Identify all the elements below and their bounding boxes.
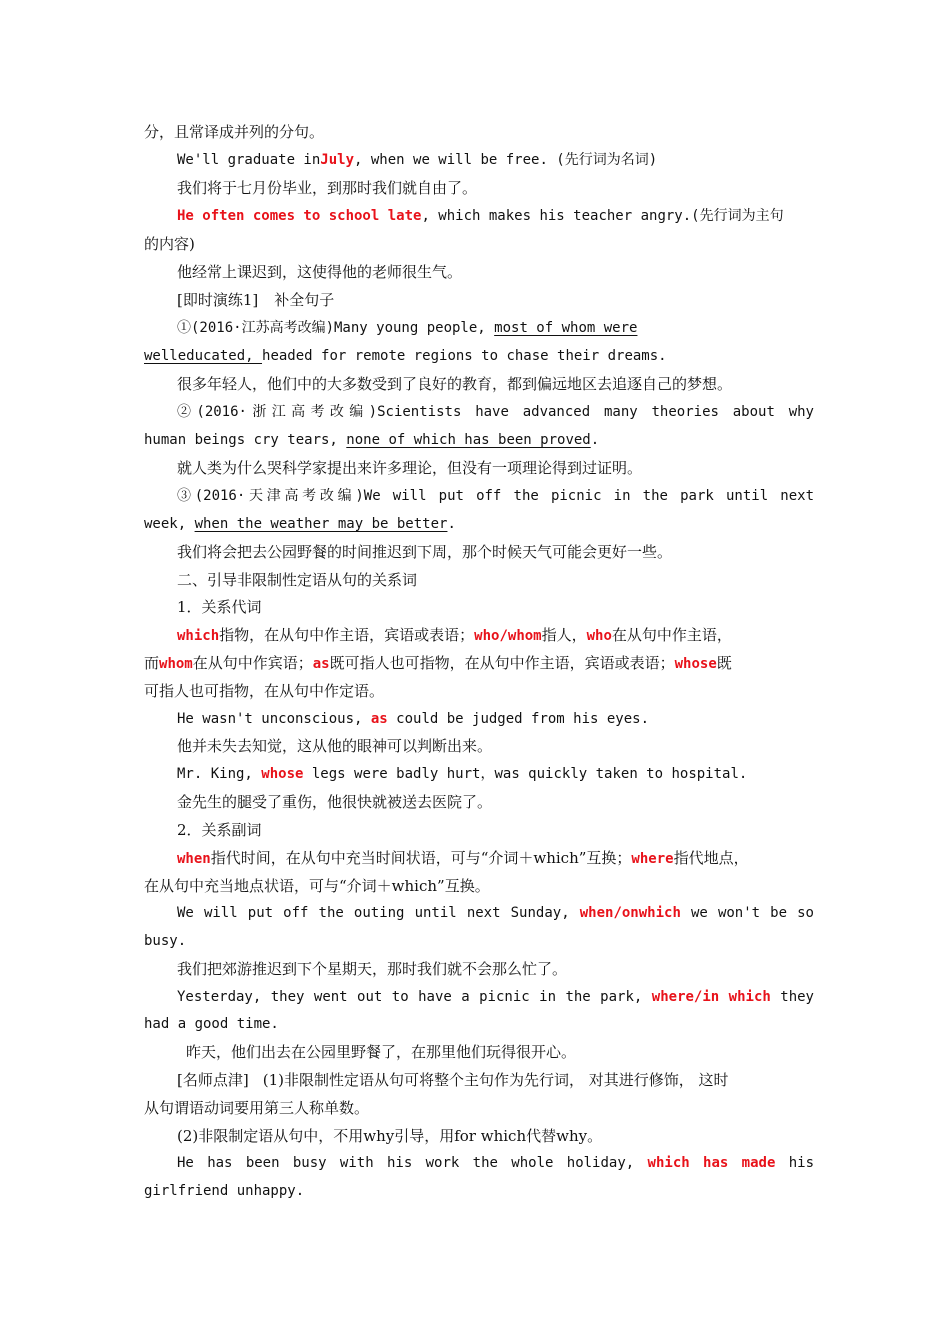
translation-line: 很多年轻人，他们中的大多数受到了良好的教育，都到偏远地区去追逐自己的梦想。 [177, 375, 733, 393]
text-line: 分，且常译成并列的分句。 [144, 123, 325, 141]
example-sentence: We will put off the outing until next Sunday, when/onwhich we won't be so [177, 905, 814, 921]
tip-line: 从句谓语动词要用第三人称单数。 [144, 1099, 370, 1117]
highlight-clause: He often comes to school late [177, 208, 422, 224]
tip-line: [名师点津] (1)非限制性定语从句可将整个主句作为先行词， 对其进行修饰， 这时 [177, 1071, 729, 1089]
rule-line: which指物，在从句中作主语，宾语或表语；who/whom指人，who在从句中作主语， [177, 626, 732, 644]
rule-line: 可指人也可指物，在从句中作定语。 [144, 682, 385, 700]
exercise-heading: [即时演练1] 补全句子 [177, 291, 335, 309]
example-sentence: He often comes to school late, which makes his teacher angry.(先行词为主句 [177, 208, 784, 224]
tip-line: (2)非限制定语从句中，不用why引导，用for which代替why。 [177, 1127, 603, 1145]
rule-line: 而whom在从句中作宾语；as既可指人也可指物，在从句中作主语，宾语或表语；whose既 [144, 654, 732, 672]
example-sentence: He wasn't unconscious, as could be judged from his eyes. [177, 711, 650, 727]
rule-line: 在从句中充当地点状语，可与“介词＋which”互换。 [144, 877, 490, 895]
exercise-item-3: ③(2016·天津高考改编)We will put off the picnic in the park until next [177, 488, 814, 504]
exercise-item-1-cont: welleducated, headed for remote regions to chase their dreams. [144, 348, 667, 364]
translation-line: 我们将于七月份毕业，到那时我们就自由了。 [177, 179, 478, 197]
subsection-heading: 1．关系代词 [177, 598, 262, 616]
section-heading: 二、引导非限制性定语从句的关系词 [177, 571, 418, 589]
example-sentence-cont: busy. [144, 933, 187, 949]
translation-line: 他经常上课迟到，这使得他的老师很生气。 [177, 263, 463, 281]
translation-line: 我们将会把去公园野餐的时间推迟到下周，那个时候天气可能会更好一些。 [177, 543, 673, 561]
example-sentence: Yesterday, they went out to have a picnic in the park, where/in which they [177, 989, 814, 1005]
answer-blank: when the weather may be better [194, 516, 448, 532]
exercise-item-1: ①(2016·江苏高考改编)Many young people, most of whom were [177, 320, 638, 336]
example-sentence: He has been busy with his work the whole holiday, which has made his [177, 1155, 814, 1171]
exercise-item-2: ②(2016·浙江高考改编)Scientists have advanced many theories about why [177, 404, 814, 420]
subsection-heading: 2．关系副词 [177, 821, 262, 839]
exercise-item-3-cont: week, when the weather may be better. [144, 516, 456, 532]
answer-blank: none of which has been proved [346, 432, 591, 448]
translation-line: 金先生的腿受了重伤，他很快就被送去医院了。 [177, 793, 493, 811]
exercise-item-2-cont: human beings cry tears, none of which has been proved. [144, 432, 600, 448]
example-sentence: Mr. King, whose legs were badly hurt，was quickly taken to hospital. [177, 766, 748, 782]
example-sentence-cont: had a good time. [144, 1016, 279, 1032]
translation-line: 他并未失去知觉，这从他的眼神可以判断出来。 [177, 737, 493, 755]
example-sentence-cont: girlfriend unhappy. [144, 1183, 305, 1199]
example-sentence: We'll graduate inJuly, when we will be free. (先行词为名词) [177, 152, 658, 168]
highlight-word: July [320, 152, 355, 168]
text-line: 的内容) [144, 235, 195, 253]
translation-line: 就人类为什么哭科学家提出来许多理论，但没有一项理论得到过证明。 [177, 459, 643, 477]
answer-blank: welleducated, [144, 348, 263, 364]
rule-line: when指代时间，在从句中充当时间状语，可与“介词＋which”互换；where指代地点， [177, 849, 749, 867]
translation-line: 我们把郊游推迟到下个星期天，那时我们就不会那么忙了。 [177, 960, 568, 978]
translation-line: 昨天，他们出去在公园里野餐了，在那里他们玩得很开心。 [186, 1043, 577, 1061]
answer-blank: most of whom were [494, 320, 638, 336]
